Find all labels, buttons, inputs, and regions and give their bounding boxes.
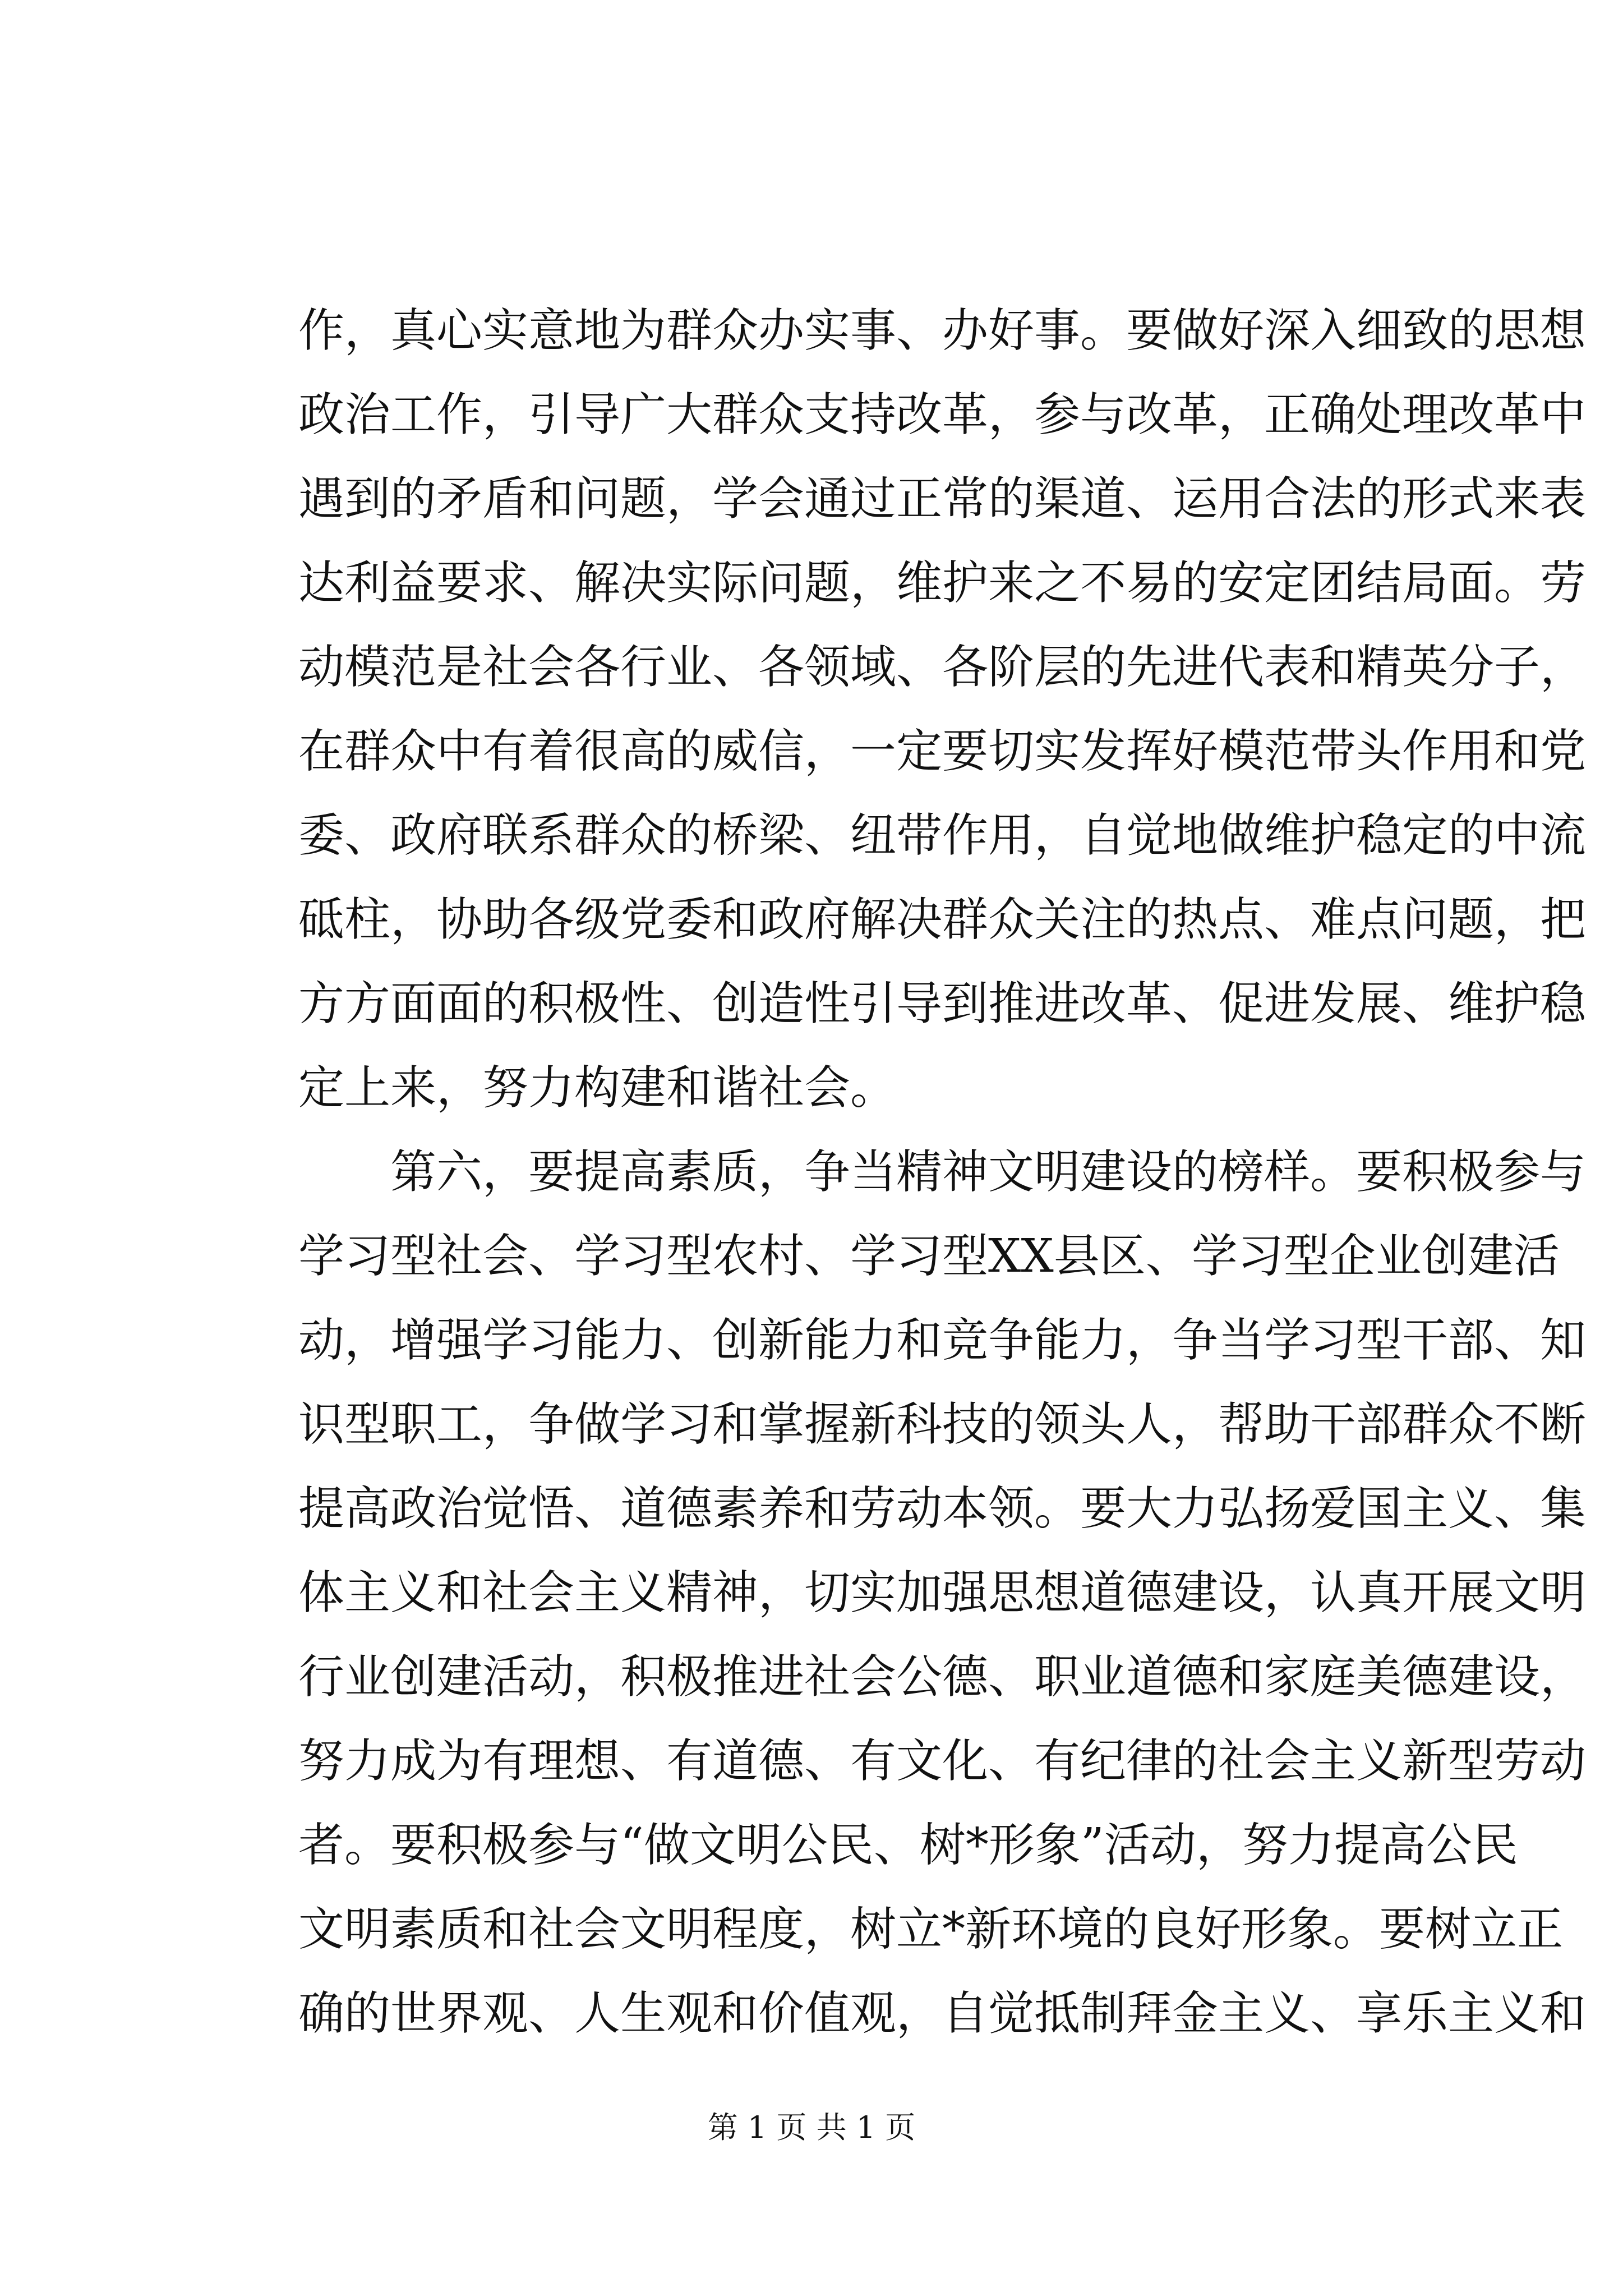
text-line: 遇到的矛盾和问题，学会通过正常的渠道、运用合法的形式来表 [298,472,1587,526]
text-line: 学习型社会、学习型农村、学习型XX县区、学习型企业创建活 [298,1230,1560,1283]
text-line: 识型职工，争做学习和掌握新科技的领头人，帮助干部群众不断 [298,1398,1587,1451]
text-line: 体主义和社会主义精神，切实加强思想道德建设，认真开展文明 [298,1566,1587,1619]
text-line: 行业创建活动，积极推进社会公德、职业道德和家庭美德建设， [298,1650,1587,1704]
text-line: 委、政府联系群众的桥梁、纽带作用，自觉地做维护稳定的中流 [298,809,1587,862]
text-line: 动模范是社会各行业、各领域、各阶层的先进代表和精英分子， [298,641,1587,694]
text-line: 动，增强学习能力、创新能力和竞争能力，争当学习型干部、知 [298,1314,1587,1367]
text-line: 努力成为有理想、有道德、有文化、有纪律的社会主义新型劳动 [298,1734,1587,1788]
text-line: 确的世界观、人生观和价值观，自觉抵制拜金主义、享乐主义和 [298,1987,1587,2040]
text-line: 达利益要求、解决实际问题，维护来之不易的安定团结局面。劳 [298,556,1587,610]
text-line: 在群众中有着很高的威信，一定要切实发挥好模范带头作用和党 [298,725,1587,778]
text-line: 作，真心实意地为群众办实事、办好事。要做好深入细致的思想 [298,304,1587,357]
paragraph-start-line: 第六，要提高素质，争当精神文明建设的榜样。要积极参与 [390,1145,1587,1199]
page-number-label: 第 1 页 共 1 页 [707,2110,916,2145]
text-line: 者。要积极参与“做文明公民、树*形象”活动，努力提高公民 [298,1819,1518,1872]
text-line: 砥柱，协助各级党委和政府解决群众关注的热点、难点问题，把 [298,893,1587,946]
text-line: 文明素质和社会文明程度，树立*新环境的良好形象。要树立正 [298,1903,1564,1956]
text-line: 提高政治觉悟、道德素养和劳动本领。要大力弘扬爱国主义、集 [298,1482,1587,1535]
body-text [298,289,1587,2056]
text-line: 方方面面的积极性、创造性引导到推进改革、促进发展、维护稳 [298,977,1587,1030]
paragraph-end-line: 定上来，努力构建和谐社会。 [298,1061,897,1115]
page-footer [0,2108,1623,2147]
text-line: 政治工作，引导广大群众支持改革，参与改革，正确处理改革中 [298,388,1587,441]
